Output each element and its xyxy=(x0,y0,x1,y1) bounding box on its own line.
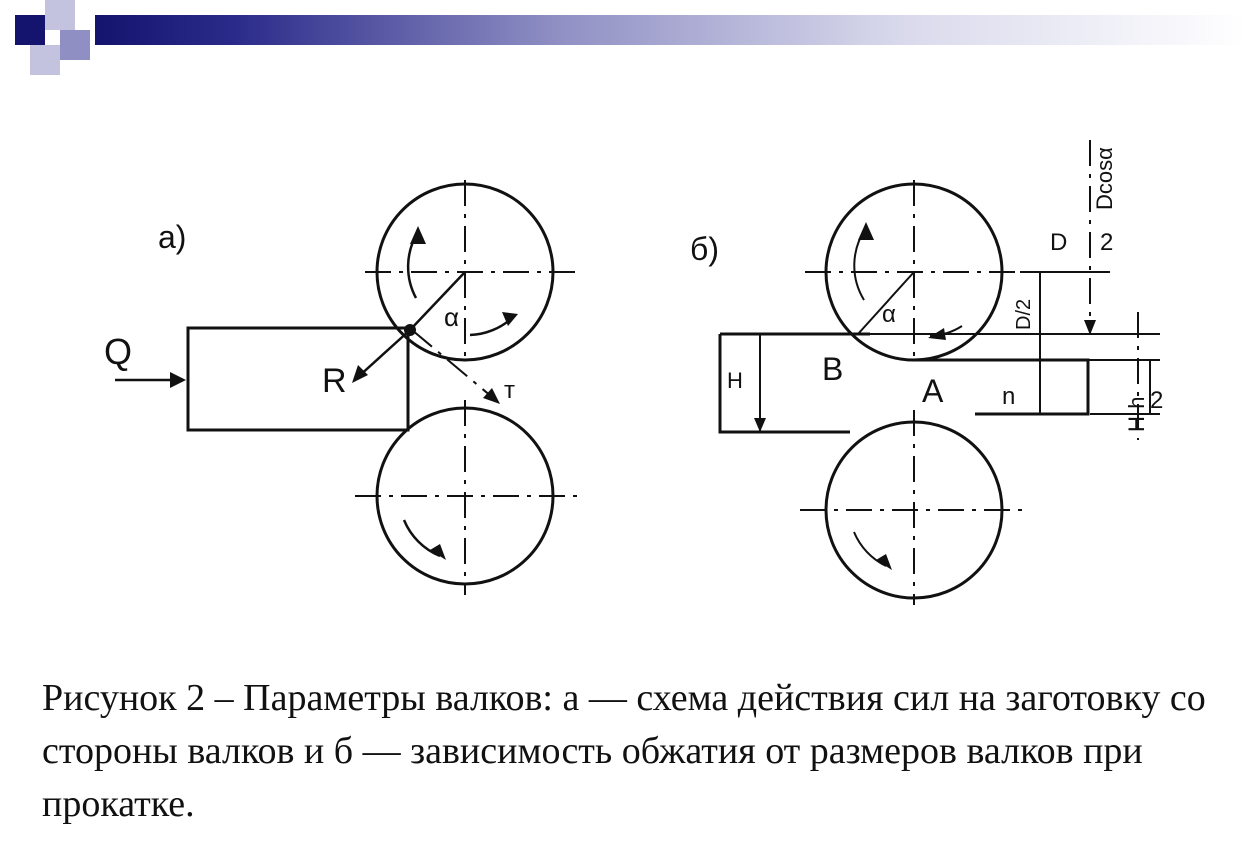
roll-d-label: D xyxy=(1050,229,1068,256)
tangent-line-a xyxy=(412,330,498,402)
n-label: n xyxy=(1002,383,1016,410)
force-r-label: R xyxy=(322,362,347,400)
two-top-label: 2 xyxy=(1100,229,1114,256)
panel-label-b: б) xyxy=(690,231,719,267)
force-r-arrowhead xyxy=(352,365,368,383)
point-b-label: B xyxy=(822,351,844,387)
force-q-arrowhead xyxy=(170,372,186,388)
figure-caption: Рисунок 2 – Параметры валков: а — схема действия сил на заготовку со стороны валков и б — зависимость обжатия от размеров валков при прокатке. xyxy=(42,677,1206,825)
force-q-label: Q xyxy=(104,331,133,372)
d-half-label: D/2 xyxy=(1013,298,1035,330)
dim-d-arrowhead xyxy=(1084,320,1096,335)
h-minus-h-label: H-h xyxy=(1124,396,1149,432)
force-r-arrow xyxy=(358,330,410,377)
workpiece-a xyxy=(188,328,408,430)
rotated-dcos-label: Dcosα xyxy=(1092,147,1117,210)
rotation-arrowhead-top-a xyxy=(410,226,426,244)
angle-alpha-label-a: α xyxy=(444,302,460,332)
contact-point-a xyxy=(404,324,416,336)
two-bottom-label: 2 xyxy=(1150,387,1164,414)
dim-h-arrowhead xyxy=(754,418,766,432)
force-t-label: т xyxy=(504,377,515,404)
point-a-label: A xyxy=(922,373,944,409)
angle-alpha-label-b: α xyxy=(882,301,896,328)
panel-label-a: а) xyxy=(158,219,187,255)
rotation-arrowhead-top-b xyxy=(858,222,874,240)
height-h-label: H xyxy=(727,368,743,393)
